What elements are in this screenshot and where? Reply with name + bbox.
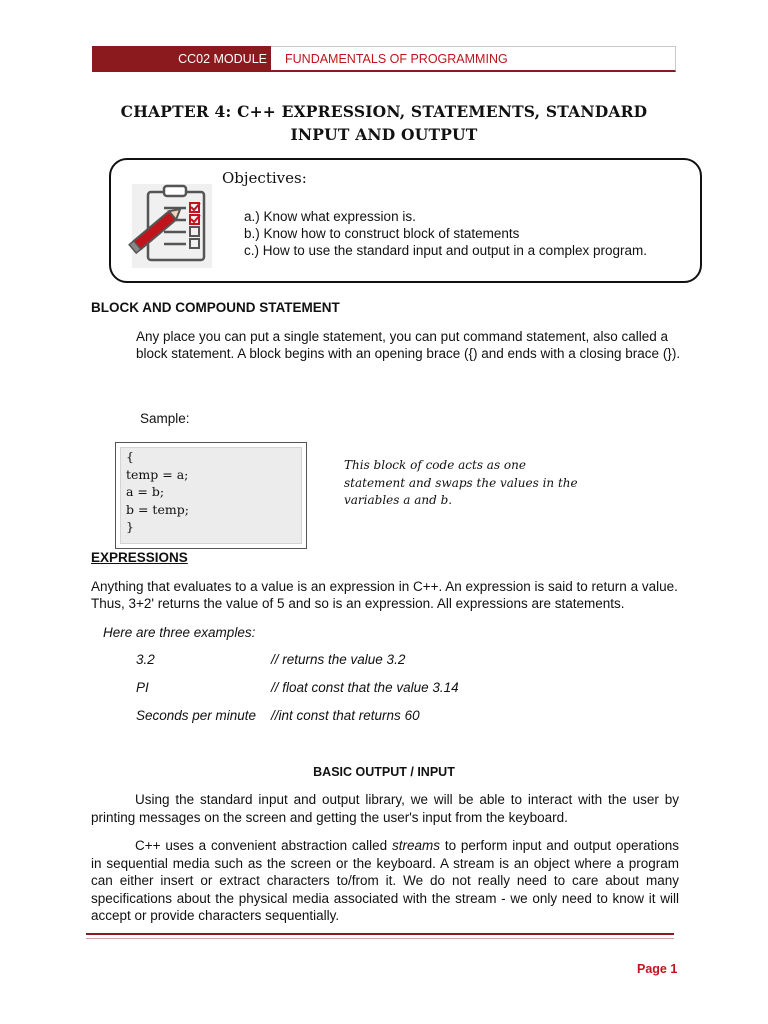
- footer-divider: [86, 933, 674, 935]
- block-section-heading: BLOCK AND COMPOUND STATEMENT: [91, 300, 340, 315]
- header-course-title: [271, 46, 676, 72]
- example-expression: PI: [136, 680, 149, 695]
- footer-divider-thin: [86, 938, 674, 939]
- header-module-label: [92, 46, 271, 72]
- basic-io-p2-end: to perform input and output operations in sequential media such as the screen or the keyboard. A stream is an object where a program can either insert or extract characters to/from it. We do not really need to care about many specifications about the physical media associated with the stream - we only need to know it will accept or provide characters sequentially.: [91, 838, 680, 923]
- objective-item: a.) Know what expression is.: [244, 209, 416, 224]
- chapter-title: [100, 100, 668, 146]
- examples-intro: Here are three examples:: [103, 625, 256, 640]
- expressions-paragraph: Anything that evaluates to a value is an expression in C++. An expression is said to return a value. Thus, 3+2' returns the value of 5 and so is an expression. All expressions are statements.: [91, 579, 678, 611]
- code-line: }: [126, 519, 134, 534]
- basic-io-paragraph-1: Using the standard input and output library, we will be able to interact with the user by printing messages on the screen and getting the user's input from the keyboard.: [91, 792, 679, 825]
- code-line: {: [126, 449, 134, 464]
- basic-io-paragraph-2: [91, 837, 679, 925]
- chapter-title-line1: CHAPTER 4: C++ EXPRESSION, STATEMENTS, STANDARD: [120, 102, 648, 121]
- code-sample: [126, 448, 189, 536]
- objectives-list: [244, 208, 647, 259]
- code-line: a = b;: [126, 484, 165, 499]
- code-line: temp = a;: [126, 466, 189, 482]
- example-expression: 3.2: [136, 652, 155, 667]
- course-text: FUNDAMENTALS OF PROGRAMMING: [285, 51, 508, 66]
- sample-label: Sample:: [140, 411, 190, 426]
- objective-item: b.) Know how to construct block of statements: [244, 226, 520, 241]
- module-text: CC02 MODULE: [178, 52, 267, 66]
- objective-item: c.) How to use the standard input and output in a complex program.: [244, 243, 647, 258]
- example-comment: // float const that the value 3.14: [271, 680, 459, 695]
- basic-io-heading: BASIC OUTPUT / INPUT: [313, 765, 455, 779]
- example-expression: Seconds per minute: [136, 708, 257, 723]
- chapter-title-line2: INPUT AND OUTPUT: [290, 125, 478, 144]
- example-comment: //int const that returns 60: [271, 708, 420, 723]
- clipboard-checklist-icon: [126, 180, 218, 272]
- page-number-value: 1: [670, 962, 678, 976]
- code-sample-note: This block of code acts as one statement and swaps the values in the variables a and b.: [344, 458, 578, 507]
- objectives-title: Objectives:: [222, 169, 307, 187]
- block-section-paragraph: Any place you can put a single statement, you can put command statement, also called a block statement. A block begins with an opening brace ({) and ends with a closing brace (}).: [136, 329, 681, 361]
- basic-io-p2-start: C++ uses a convenient abstraction called: [135, 838, 392, 853]
- page-number: [637, 962, 677, 976]
- page-label: Page: [637, 962, 667, 976]
- basic-io-p2-emphasis: streams: [392, 838, 441, 853]
- code-line: b = temp;: [126, 501, 189, 517]
- example-comment: // returns the value 3.2: [271, 652, 406, 667]
- expressions-heading: EXPRESSIONS: [91, 550, 188, 565]
